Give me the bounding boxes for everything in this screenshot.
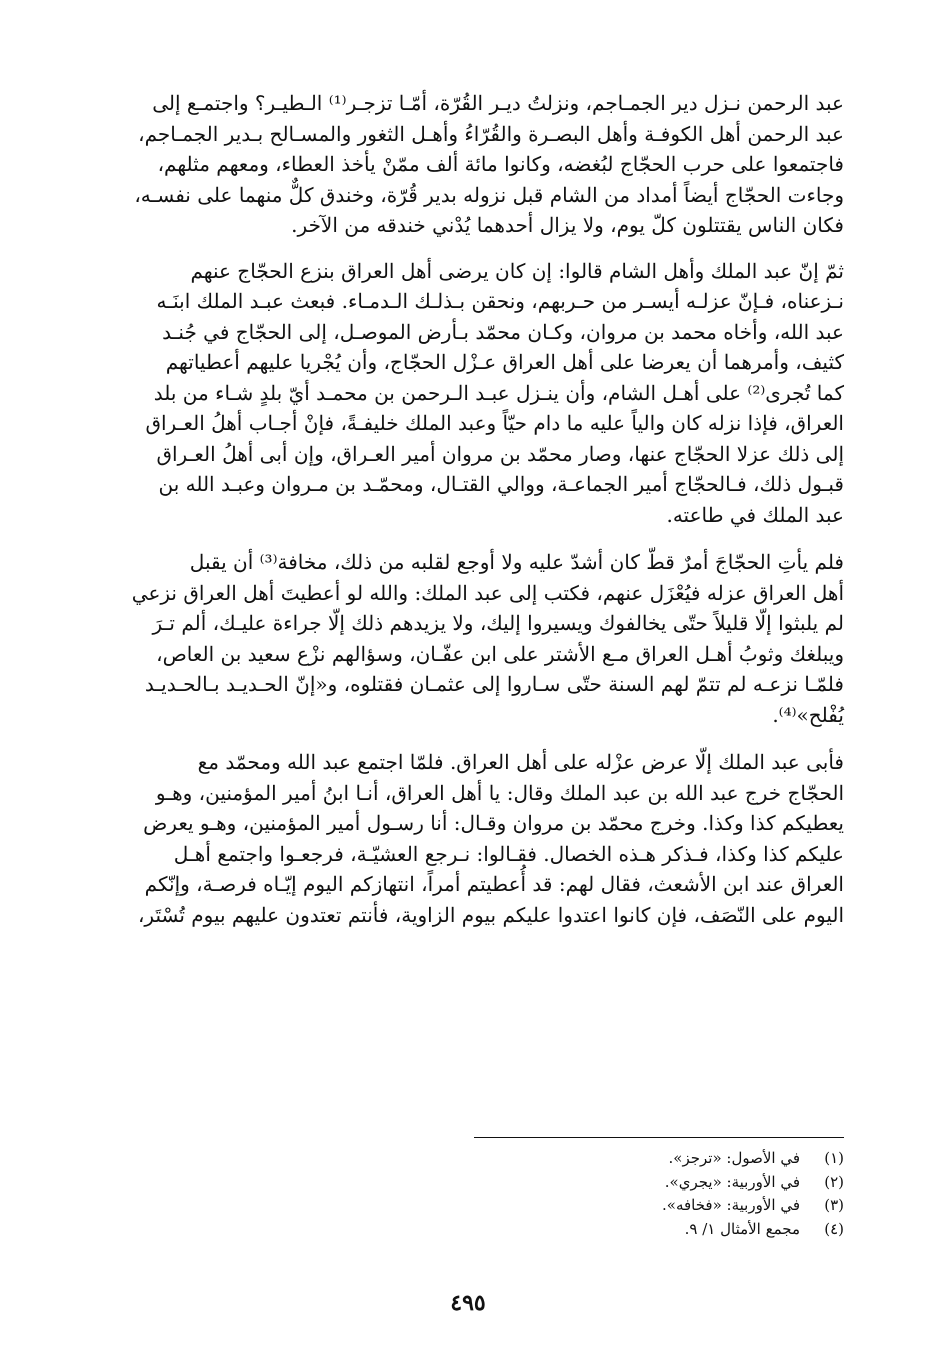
text-line: يعطيكم كذا وكذا. وخرج محمّد بن مروان وقـال: أنا رسـول أمير المؤمنين، وهـو يعرض (143, 811, 844, 835)
footnote (344, 1147, 844, 1171)
text-line: العراق، فإذا نزله كان والياً عليه ما دام حيّاً وعبد الملك خليفـةً، فإنْ أجـاب أهلُ العـراق (145, 411, 844, 435)
text-line: كثيف، وأمرهما أن يعرضا على أهل العراق عـزْل الحجّاج، وأن يُجْريا عليهم أعطياتهم (165, 350, 844, 374)
footnote-number: (٢) (824, 1172, 844, 1191)
text-line: عبد الله، وأخاه محمد بن مروان، وكـان محمّد بـأرض الموصـل، إلى الحجّاج في جُنـد (162, 319, 844, 344)
footnote-text: في الأصول: «ترجز». (668, 1149, 800, 1167)
text-line: كما تُجرى⁽²⁾ على أهـل الشام، وأن ينـزل عبـد الـرحمن بن محمـد أيّ بلدٍ شـاء من بلد (153, 380, 844, 405)
text-line: ثمّ إنّ عبد الملك وأهل الشام قالوا: إن كان يرضى أهل العراق بنزع الحجّاج عنهم (190, 258, 844, 283)
text-line: فكان الناس يقتتلون كلّ يوم، ولا يزال أحدهما يُدْني خندقه من الآخر. (291, 213, 844, 237)
text-line: نـزعناه، فـإنّ عزلـه أيسـر من حـربهم، ونحقن بـذلـك الـدمـاء. فبعث عبـد الملك ابنَـه (156, 289, 844, 313)
text-line: وجاءت الحجّاج أيضاً أمداد من الشام قبل نزوله بدير قُرّة، وخندق كلٌّ منهما على نفسـه، (134, 182, 844, 207)
footnote (344, 1218, 844, 1242)
text-line: عبد الملك في طاعته. (666, 502, 844, 527)
text-line: فلم يأتِ الحجّاجَ أمرٌ قطّ كان أشدّ عليه ولا أوجع لقلبه من ذلك، مخافة⁽³⁾ أن يقبل (189, 550, 844, 574)
paragraph (92, 547, 844, 730)
footnotes (344, 1147, 844, 1241)
text-line: عبد الرحمن أهل الكوفـة وأهل البصـرة والقُرّاءُ وأهـل الثغور والمسـالح بـدير الجمـاجم، (138, 121, 844, 146)
paragraph (92, 88, 844, 241)
text-line: يُفْلح»⁽⁴⁾. (772, 702, 844, 727)
footnote-divider (474, 1137, 844, 1138)
body-text (92, 88, 844, 930)
text-line: أهل العراق عزله فيُعْزَل عنهم، فكتب إلى عبد الملك: والله لو أعطيتَ أهل العراق نزعي (131, 580, 844, 605)
text-line: فلمّـا نزعـه لم تتمّ لهم السنة حتّى سـاروا إلى عثمـان فقتلوه، و«إنّ الحـديـد بـالحـديـد (144, 672, 844, 696)
footnote (344, 1194, 844, 1218)
text-line: فأبى عبد الملك إلّا عرض عزْله على أهل العراق. فلمّا اجتمع عبد الله ومحمّد مع (197, 750, 844, 774)
footnote-text: مجمع الأمثال ١/ ٩. (684, 1219, 800, 1238)
text-line: اليوم على النّصَف، فإن كانوا اعتدوا عليكم بيوم الزاوية، فأنتم تعتدون عليهم بيوم تُسْتَر، (137, 902, 844, 927)
paragraph (92, 256, 844, 531)
footnote-text: في الأوربية: «يجري». (664, 1172, 800, 1191)
footnote-number: (١) (824, 1149, 844, 1167)
page-number: ٤٩٥ (450, 1290, 486, 1316)
paragraph (92, 747, 844, 930)
text-line: عليكم كذا وكذا، فـذكر هـذه الخصال. فقـالوا: نـرجع العشيّـة، فرجعـوا واجتمع أهـل (173, 841, 844, 866)
text-line: عبد الرحمن نـزل دير الجمـاجم، ونزلتُ ديـر القُرّة، أمّـا تزجـر⁽¹⁾ الـطيـر؟ واجتمـع إلى (152, 91, 844, 115)
footnote-number: (٤) (824, 1219, 844, 1238)
text-line: فاجتمعوا على حرب الحجّاج لبُغضه، وكانوا مائة ألف ممّنْ يأخذ العطاء، ومعهم مثلهم، (157, 152, 844, 176)
text-line: الحجّاج خرج عبد الله بن عبد الملك وقال: يا أهل العراق، أنـا ابنُ أمير المؤمنين، وهـو (155, 780, 844, 805)
text-line: لم يلبثوا إلّا قليلاً حتّى يخالفوك ويسيروا إليك، ولا يزيدهم ذلك إلّا جراءة عليـك، ألم تـرَ (152, 611, 844, 635)
footnote (344, 1171, 844, 1195)
text-line: قبـول ذلك، فـالحجّاج أمير الجماعـة، ووالي القتـال، ومحمّـد بن مـروان وعبـد الله بن (158, 472, 844, 496)
footnote-text: في الأوربية: «فخافه». (662, 1196, 800, 1214)
text-line: إلى ذلك عزلا الحجّاج عنها، وصار محمّد بن مروان أمير العـراق، وإن أبى أهلُ العـراق (156, 441, 844, 466)
text-line: العراق عند ابن الأشعث، فقال لهم: قد أُعطيتم أمراً، انتهازكم اليوم إيّـاه فرصـة، وإنّكم (144, 872, 844, 896)
footnote-number: (٣) (824, 1196, 844, 1214)
text-line: ويبلغك وثوبُ أهـل العراق مـع الأشتر على ابن عفّـان، وسؤالهم نزْع سعيد بن العاص، (156, 641, 844, 666)
